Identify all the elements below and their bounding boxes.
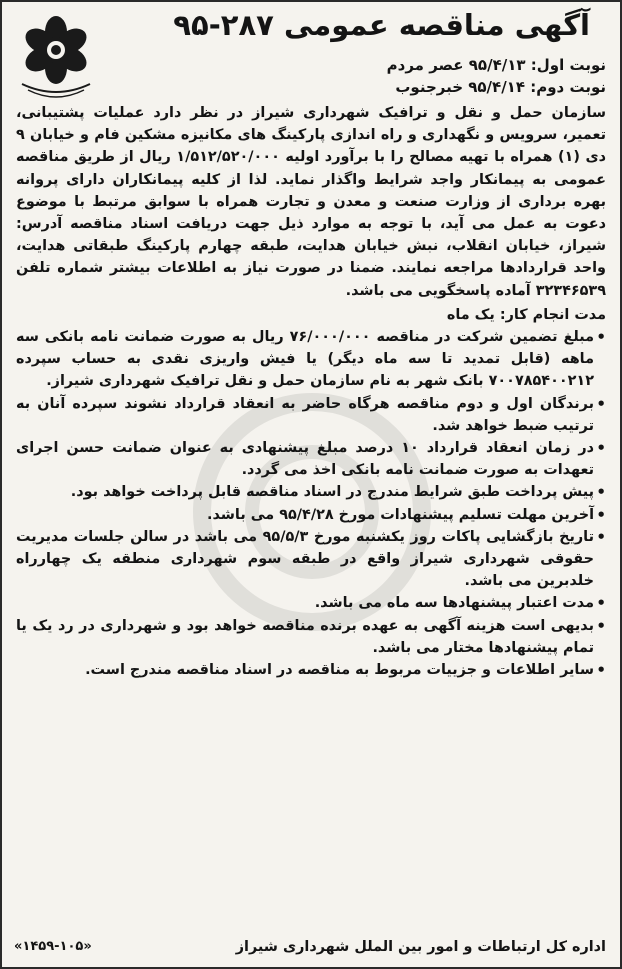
notice-body: سازمان حمل و نقل و ترافیک شهرداری شیراز در نظر دارد عملیات پشتیبانی، تعمیر، سرویس و نگهداری و راه اندازی پارکینگ های مکانیزه مشکین فام و خیابان ۹ دی (۱) همراه با تهیه مصالح را با برآورد اولیه ۱/۵۱۲/۵۲۰/۰۰۰ ریال از طریق مناقصه عمومی به پیمانکار واجد شرایط واگذار نماید. لذا از کلیه پیمانکاران دارای پروانه بهره برداری از وزارت صنعت و معدن و تجارت همراه با سوابق مرتبط با موضوع دعوت به عمل می آید، با توجه به موارد ذیل جهت دریافت اسناد مناقصه آدرس: شیراز، خیابان انقلاب، نبش خیابان هدایت، طبقه چهارم پارکینگ طبقاتی هدایت، واحد قراردادها مراجعه نمایند. ضمنا در صورت نیاز به اطلاعات بیشتر شماره تلفن ۳۲۳۴۶۵۳۹ آماده پاسخگویی می باشد.	[16, 105, 607, 299]
condition-item: • برندگان اول و دوم مناقصه هرگاه حاضر به انعقاد قرارداد نشوند سپرده آنان به ترتیب ضبط خواهد شد.	[16, 393, 606, 437]
notice-footer	[14, 935, 606, 959]
condition-item: • در زمان انعقاد قرارداد ۱۰ درصد مبلغ پیشنهادی به عنوان ضمانت حسن اجرای تعهدات به صورت ضمانت نامه بانکی اخذ می گردد.	[16, 437, 606, 481]
work-duration: مدت انجام کار: یک ماه	[446, 306, 606, 323]
round-2: نوبت دوم: ۹۵/۴/۱۴ خبرجنوب	[395, 78, 606, 96]
round-1: نوبت اول: ۹۵/۴/۱۳ عصر مردم	[386, 56, 606, 74]
notice-code: «۱۴۵۹-۱۰۵»	[14, 939, 92, 954]
issuing-department: اداره کل ارتباطات و امور بین الملل شهرداری شیراز	[235, 939, 606, 955]
notice-title: آگهی مناقصه عمومی ۲۸۷-۹۵	[173, 8, 590, 42]
condition-item: • آخرین مهلت تسلیم پیشنهادات مورخ ۹۵/۴/۲۸ می باشد.	[16, 504, 606, 526]
notice-content	[16, 102, 606, 681]
conditions-list	[16, 326, 606, 681]
condition-item: • مبلغ تضمین شرکت در مناقصه ۷۶/۰۰۰/۰۰۰ ریال به صورت ضمانت نامه بانکی سه ماهه (قابل تمدید تا سه ماه دیگر) یا فیش واریزی نقدی به حساب سپرده ۷۰۰۷۸۵۴۰۰۲۱۲ بانک شهر به نام سازمان حمل و نقل ترافیک شهرداری شیراز.	[16, 326, 606, 393]
condition-item: • بدیهی است هزینه آگهی به عهده برنده مناقصه خواهد بود و شهرداری در رد یک یا تمام پیشنهادها مختار می باشد.	[16, 615, 606, 659]
notice-header	[62, 6, 610, 50]
publication-rounds	[146, 54, 606, 98]
condition-item: • مدت اعتبار پیشنهادها سه ماه می باشد.	[16, 592, 606, 614]
condition-item: • سایر اطلاعات و جزییات مربوط به مناقصه در اسناد مناقصه مندرج است.	[16, 659, 606, 681]
condition-item: • تاریخ بازگشایی پاکات روز یکشنبه مورخ ۹۵/۵/۳ می باشد در سالن جلسات مدیریت حقوقی شهرداری شیراز واقع در طبقه سوم شهرداری منطقه یک چهارراه خلدبرین می باشد.	[16, 526, 606, 593]
condition-item: • پیش پرداخت طبق شرایط مندرج در اسناد مناقصه قابل پرداخت خواهد بود.	[16, 481, 606, 503]
